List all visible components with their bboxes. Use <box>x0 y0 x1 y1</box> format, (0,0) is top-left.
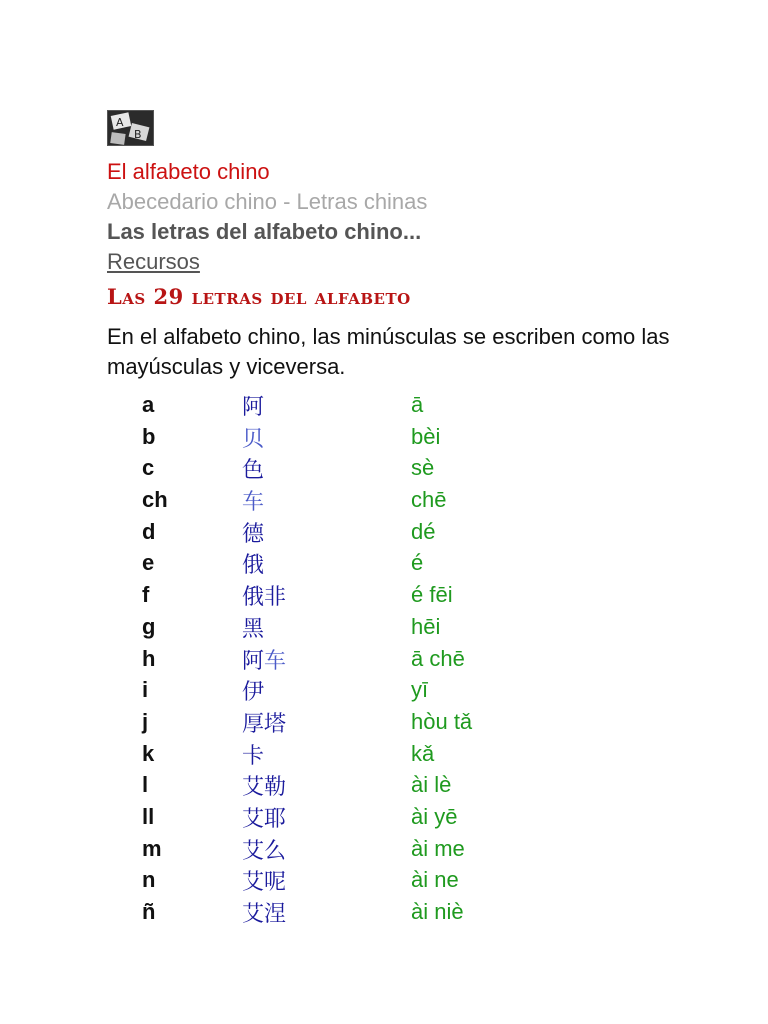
table-row <box>0 642 768 674</box>
latin-letter: a <box>142 392 155 417</box>
latin-letter: h <box>142 645 156 671</box>
lead-text: Las letras del alfabeto chino... <box>107 219 422 244</box>
chinese-characters <box>242 644 286 675</box>
chinese-character-group: 阿 <box>242 395 265 420</box>
chinese-character-group: 伊 <box>242 680 265 706</box>
svg-text:B: B <box>134 128 142 141</box>
table-row <box>0 768 768 800</box>
chinese-character-group: 贝 <box>242 426 265 452</box>
table-row <box>0 388 768 420</box>
chinese-character-group: 色 <box>242 458 265 484</box>
pinyin-reading: ā <box>411 392 424 417</box>
chinese-characters <box>242 707 286 738</box>
chinese-characters <box>242 834 286 865</box>
chinese-character-group: 艾涅 <box>242 902 287 927</box>
latin-letter: l <box>142 772 149 798</box>
chinese-character-group: 艾耶 <box>242 806 287 832</box>
pinyin-reading: ài yē <box>411 803 458 829</box>
table-row <box>0 483 768 515</box>
latin-letter: n <box>142 867 156 893</box>
pinyin-reading: hēi <box>411 613 441 639</box>
chinese-alphabet-thumbnail-icon <box>107 110 154 146</box>
latin-letter: ll <box>142 803 155 829</box>
latin-letter: c <box>142 455 155 481</box>
chinese-characters <box>242 548 264 579</box>
chinese-characters <box>242 580 286 611</box>
chinese-characters <box>242 390 264 421</box>
chinese-character-group: 厚塔 <box>242 711 287 737</box>
table-row <box>0 863 768 895</box>
latin-letter: k <box>142 740 155 766</box>
chinese-character-group: 卡 <box>242 743 265 769</box>
latin-letter: i <box>142 677 149 703</box>
chinese-characters <box>242 453 264 484</box>
latin-letter: b <box>142 423 156 449</box>
svg-text:A: A <box>116 116 124 129</box>
chinese-character-group: 黑 <box>242 616 265 642</box>
chinese-character-group: 车 <box>242 490 265 516</box>
table-row <box>0 546 768 578</box>
table-row <box>0 737 768 769</box>
table-row <box>0 895 768 927</box>
table-row <box>0 610 768 642</box>
pinyin-reading: chē <box>411 487 447 513</box>
pinyin-reading: bèi <box>411 423 441 449</box>
chinese-character-group: 车 <box>264 648 287 674</box>
table-row <box>0 673 768 705</box>
chinese-characters <box>242 897 286 928</box>
chinese-characters <box>242 802 286 833</box>
latin-letter: g <box>142 613 156 639</box>
resources-link[interactable]: Recursos <box>107 249 200 274</box>
latin-letter: ch <box>142 487 168 513</box>
pinyin-reading: yī <box>411 677 429 703</box>
pinyin-reading: ā chē <box>411 645 465 671</box>
pinyin-reading: é fēi <box>411 582 453 608</box>
section-paragraph: En el alfabeto chino, las minúsculas se escriben como las mayúsculas y viceversa. <box>107 324 670 379</box>
chinese-character-group: 俄非 <box>242 585 287 611</box>
table-row <box>0 832 768 864</box>
latin-letter: e <box>142 550 155 576</box>
pinyin-reading: kǎ <box>411 740 435 766</box>
table-row <box>0 420 768 452</box>
pinyin-reading: ài niè <box>411 899 464 924</box>
pinyin-reading: ài ne <box>411 867 459 893</box>
chinese-characters <box>242 517 264 548</box>
table-row <box>0 515 768 547</box>
chinese-character-group: 德 <box>242 521 265 547</box>
latin-letter: ñ <box>142 899 156 924</box>
pinyin-reading: dé <box>411 518 436 544</box>
chinese-characters <box>242 485 264 516</box>
pinyin-reading: hòu tǎ <box>411 708 473 734</box>
pinyin-reading: sè <box>411 455 435 481</box>
chinese-character-group: 艾呢 <box>242 870 287 896</box>
chinese-characters <box>242 739 264 770</box>
table-row <box>0 800 768 832</box>
chinese-characters <box>242 770 286 801</box>
chinese-character-group: 俄 <box>242 553 265 579</box>
chinese-character-group: 艾勒 <box>242 775 287 801</box>
table-row <box>0 705 768 737</box>
chinese-character-group: 阿 <box>242 648 265 674</box>
page-title: El alfabeto chino <box>107 159 270 184</box>
chinese-character-group: 艾么 <box>242 838 287 864</box>
section-heading: Las 29 letras del alfabeto <box>107 284 411 309</box>
latin-letter: m <box>142 835 162 861</box>
pinyin-reading: ài me <box>411 835 465 861</box>
latin-letter: d <box>142 518 156 544</box>
chinese-characters <box>242 612 264 643</box>
latin-letter: f <box>142 582 150 608</box>
pinyin-reading: ài lè <box>411 772 452 798</box>
latin-letter: j <box>142 708 149 734</box>
pinyin-reading: é <box>411 550 424 576</box>
page-subtitle: Abecedario chino - Letras chinas <box>107 189 428 214</box>
table-row <box>0 451 768 483</box>
chinese-characters <box>242 675 264 706</box>
chinese-characters <box>242 422 264 453</box>
alphabet-table <box>0 388 768 927</box>
table-row <box>0 578 768 610</box>
chinese-characters <box>242 865 286 896</box>
